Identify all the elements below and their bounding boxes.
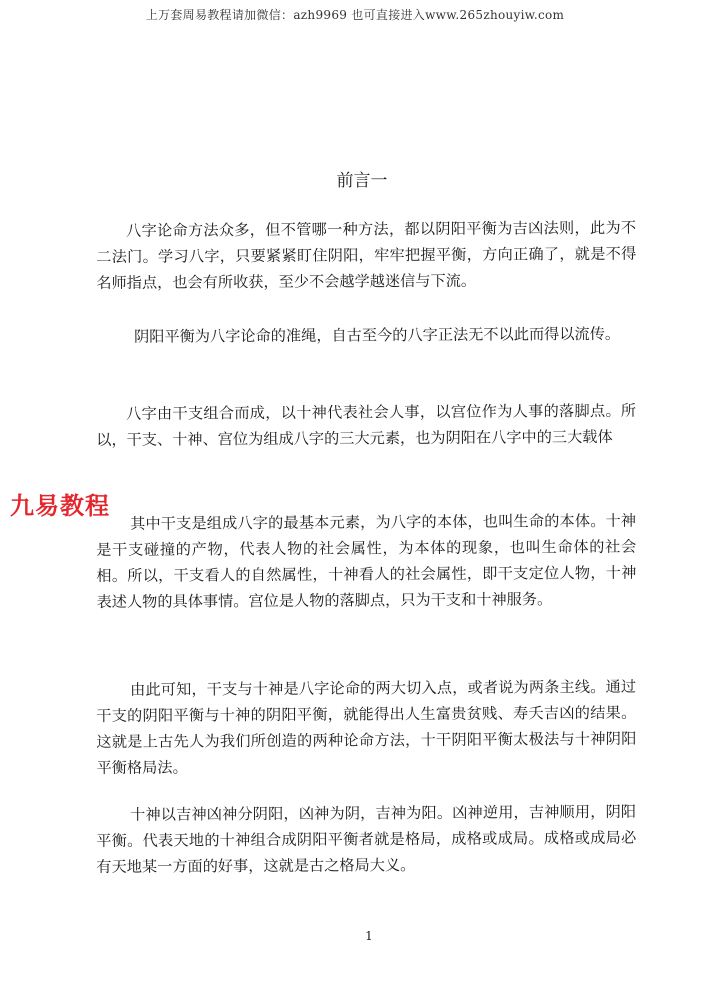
paragraph-4: 其中干支是组成八字的最基本元素，为八字的本体，也叫生命的本体。十神是干支碰撞的产物，代表人物的社会属性，为本体的现象，也叫生命体的社会相。所以，干支看人的自然属性，十神看人的社会属性，即干支定位人物，十神表述人物的具体事情。宫位是人物的落脚点，只为干支和十神服务。 — [96, 511, 637, 611]
page-number: 1 — [365, 929, 373, 943]
watermark-logo: 九易教程 — [10, 492, 110, 520]
paragraph-6: 十神以吉神凶神分阴阳，凶神为阴，吉神为阳。凶神逆用，吉神顺用，阴阳平衡。代表天地的十神组合成阴阳平衡者就是格局，成格或成局。成格或成局必有天地某一方面的好事，这就是古之格局大义。 — [96, 802, 637, 876]
paragraph-2: 阴阳平衡为八字论命的准绳，自古至今的八字正法无不以此而得以流传。 — [134, 324, 621, 346]
paragraph-5: 由此可知，干支与十神是八字论命的两大切入点，或者说为两条主线。通过干支的阴阳平衡与十神的阴阳平衡，就能得出人生富贵贫贱、寿夭吉凶的结果。这就是上古先人为我们所创造的两种论命方法，十干阴阳平衡太极法与十神阴阳平衡格局法。 — [96, 677, 637, 777]
paragraph-1: 八字论命方法众多，但不管哪一种方法，都以阴阳平衡为吉凶法则，此为不二法门。学习八字，只要紧紧盯住阴阳，牢牢把握平衡，方向正确了，就是不得名师指点，也会有所收获，至少不会越学越迷信与下流。 — [96, 218, 637, 292]
page-title: 前言一 — [336, 171, 388, 191]
paragraph-3: 八字由干支组合而成，以十神代表社会人事，以宫位作为人事的落脚点。所以，干支、十神、宫位为组成八字的三大元素，也为阴阳在八字中的三大载体 — [96, 401, 637, 449]
header-promo-note: 上万套周易教程请加微信：azh9969 也可直接进入www.265zhouyiw.com — [145, 8, 565, 22]
